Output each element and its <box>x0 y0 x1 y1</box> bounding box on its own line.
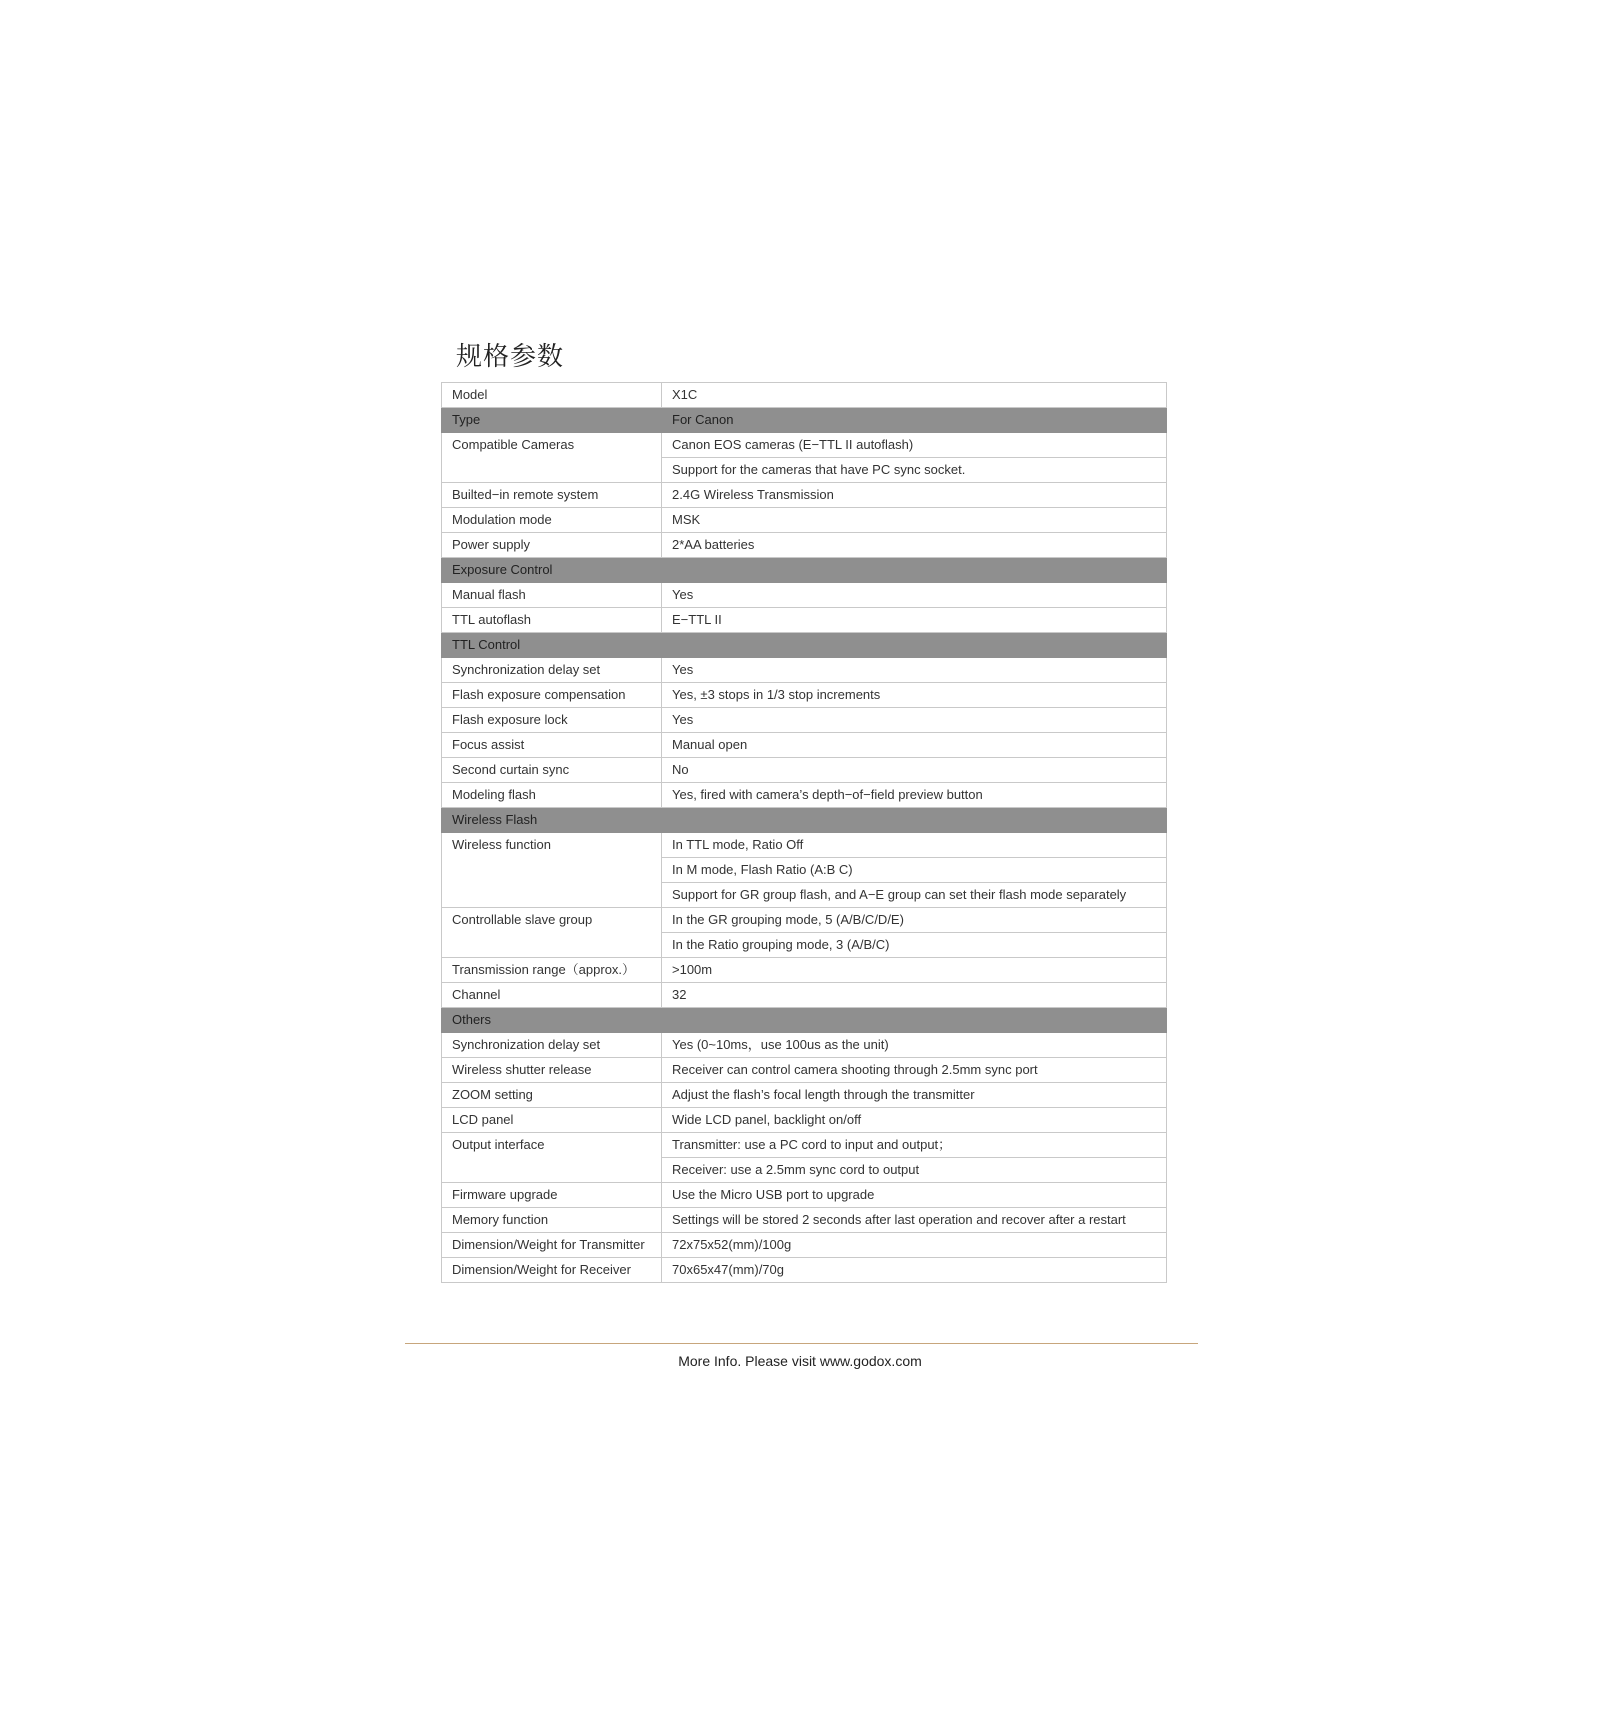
spec-value: For Canon <box>662 408 1167 433</box>
spec-value: Use the Micro USB port to upgrade <box>662 1183 1167 1208</box>
spec-value: Yes, ±3 stops in 1/3 stop increments <box>662 683 1167 708</box>
spec-label: ZOOM setting <box>442 1083 662 1108</box>
table-row <box>442 733 1167 758</box>
spec-value: E−TTL II <box>662 608 1167 633</box>
spec-label: Modeling flash <box>442 783 662 808</box>
spec-value: Support for the cameras that have PC sync socket. <box>662 458 1167 483</box>
spec-value: Manual open <box>662 733 1167 758</box>
section-header: Wireless Flash <box>442 808 1167 833</box>
spec-value: Yes, fired with camera’s depth−of−field preview button <box>662 783 1167 808</box>
spec-value: In the Ratio grouping mode, 3 (A/B/C) <box>662 933 1167 958</box>
footer-link-text: More Info. Please visit www.godox.com <box>678 1353 922 1369</box>
spec-label: Manual flash <box>442 583 662 608</box>
spec-value: 2*AA batteries <box>662 533 1167 558</box>
table-row <box>442 1058 1167 1083</box>
section-header-row <box>442 1008 1167 1033</box>
table-row <box>442 1033 1167 1058</box>
table-row <box>442 1083 1167 1108</box>
spec-value: Yes <box>662 658 1167 683</box>
spec-label: TTL autoflash <box>442 608 662 633</box>
table-row <box>442 533 1167 558</box>
table-row <box>442 483 1167 508</box>
spec-table-body <box>442 383 1167 1283</box>
table-row <box>442 833 1167 858</box>
table-row <box>442 908 1167 933</box>
table-row <box>442 608 1167 633</box>
table-row <box>442 1133 1167 1158</box>
spec-label: Model <box>442 383 662 408</box>
section-header-row <box>442 558 1167 583</box>
spec-value: Transmitter: use a PC cord to input and output； <box>662 1133 1167 1158</box>
spec-label: Output interface <box>442 1133 662 1183</box>
footer-divider <box>405 1343 1198 1344</box>
spec-label: Power supply <box>442 533 662 558</box>
spec-label: Modulation mode <box>442 508 662 533</box>
table-row <box>442 983 1167 1008</box>
spec-label: Memory function <box>442 1208 662 1233</box>
section-header: TTL Control <box>442 633 1167 658</box>
section-header: Others <box>442 1008 1167 1033</box>
spec-value: Yes <box>662 708 1167 733</box>
table-row <box>442 408 1167 433</box>
table-row <box>442 958 1167 983</box>
table-row <box>442 583 1167 608</box>
section-header: Exposure Control <box>442 558 1167 583</box>
spec-label: Flash exposure lock <box>442 708 662 733</box>
table-row <box>442 658 1167 683</box>
page-title: 规格参数 <box>456 342 565 372</box>
spec-value: Yes (0~10ms，use 100us as the unit) <box>662 1033 1167 1058</box>
table-row <box>442 758 1167 783</box>
spec-value: Adjust the flash’s focal length through the transmitter <box>662 1083 1167 1108</box>
table-row <box>442 1108 1167 1133</box>
spec-value: No <box>662 758 1167 783</box>
table-row <box>442 1233 1167 1258</box>
spec-value: >100m <box>662 958 1167 983</box>
table-row <box>442 1208 1167 1233</box>
section-header-row <box>442 808 1167 833</box>
spec-value: Yes <box>662 583 1167 608</box>
spec-value: 2.4G Wireless Transmission <box>662 483 1167 508</box>
spec-value: 70x65x47(mm)/70g <box>662 1258 1167 1283</box>
spec-value: In M mode, Flash Ratio (A:B C) <box>662 858 1167 883</box>
spec-table <box>441 382 1167 1283</box>
spec-value: X1C <box>662 383 1167 408</box>
table-row <box>442 783 1167 808</box>
spec-value: Receiver can control camera shooting through 2.5mm sync port <box>662 1058 1167 1083</box>
table-row <box>442 383 1167 408</box>
table-row <box>442 433 1167 458</box>
table-row <box>442 1183 1167 1208</box>
spec-label: Dimension/Weight for Receiver <box>442 1258 662 1283</box>
spec-label: Compatible Cameras <box>442 433 662 483</box>
spec-value: Canon EOS cameras (E−TTL II autoflash) <box>662 433 1167 458</box>
spec-value: Settings will be stored 2 seconds after last operation and recover after a restart <box>662 1208 1167 1233</box>
spec-label: Synchronization delay set <box>442 658 662 683</box>
spec-value: Receiver: use a 2.5mm sync cord to output <box>662 1158 1167 1183</box>
spec-label: Second curtain sync <box>442 758 662 783</box>
spec-label: Firmware upgrade <box>442 1183 662 1208</box>
spec-value: Wide LCD panel, backlight on/off <box>662 1108 1167 1133</box>
table-row <box>442 508 1167 533</box>
spec-value: In the GR grouping mode, 5 (A/B/C/D/E) <box>662 908 1167 933</box>
section-header-row <box>442 633 1167 658</box>
spec-label: LCD panel <box>442 1108 662 1133</box>
spec-value: 72x75x52(mm)/100g <box>662 1233 1167 1258</box>
spec-label: Transmission range（approx.） <box>442 958 662 983</box>
spec-label: Builted−in remote system <box>442 483 662 508</box>
spec-label: Dimension/Weight for Transmitter <box>442 1233 662 1258</box>
spec-label: Synchronization delay set <box>442 1033 662 1058</box>
spec-label: Flash exposure compensation <box>442 683 662 708</box>
spec-label: Channel <box>442 983 662 1008</box>
spec-label: Controllable slave group <box>442 908 662 958</box>
spec-value: 32 <box>662 983 1167 1008</box>
spec-value: MSK <box>662 508 1167 533</box>
spec-value: Support for GR group flash, and A−E group can set their flash mode separately <box>662 883 1167 908</box>
table-row <box>442 683 1167 708</box>
spec-label: Wireless function <box>442 833 662 908</box>
spec-label: Focus assist <box>442 733 662 758</box>
spec-value: In TTL mode, Ratio Off <box>662 833 1167 858</box>
spec-label: Wireless shutter release <box>442 1058 662 1083</box>
table-row <box>442 708 1167 733</box>
spec-label: Type <box>442 408 662 433</box>
table-row <box>442 1258 1167 1283</box>
